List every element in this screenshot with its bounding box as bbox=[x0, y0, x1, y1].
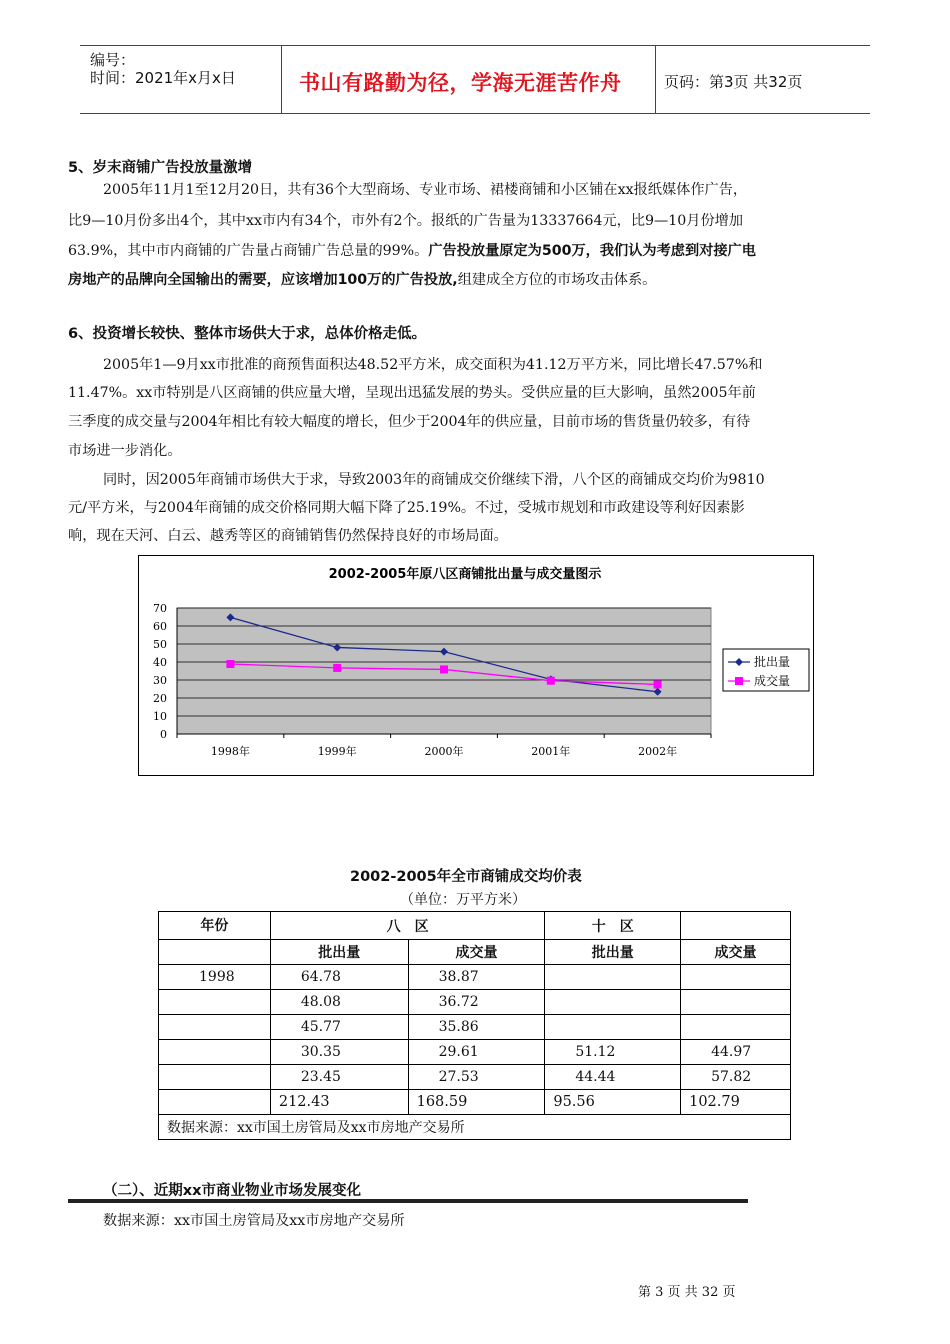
total-cell: 212.43 bbox=[270, 1090, 408, 1115]
y-tick-label: 60 bbox=[153, 620, 167, 633]
year-cell bbox=[159, 1015, 271, 1040]
section-heading: 5、岁末商铺广告投放量激增 bbox=[68, 160, 253, 176]
value-cell: 35.86 bbox=[408, 1015, 545, 1040]
y-tick-label: 20 bbox=[153, 692, 167, 705]
legend-label: 批出量 bbox=[754, 655, 791, 669]
paragraph-line: 三季度的成交量与2004年相比有较大幅度的增长，但少于2004年的供应量，目前市场的售货量仍较多，有待 bbox=[68, 414, 751, 430]
paragraph-text: 63.9%，其中市内商铺的广告量占商铺广告总量的99%。 bbox=[68, 243, 429, 259]
y-tick-label: 40 bbox=[153, 656, 167, 669]
table-row bbox=[159, 965, 791, 990]
value-cell: 29.61 bbox=[408, 1040, 545, 1065]
table-row bbox=[159, 1015, 791, 1040]
y-tick-label: 30 bbox=[153, 674, 167, 687]
y-tick-label: 70 bbox=[153, 602, 167, 615]
chart-title: 2002-2005年原八区商铺批出量与成交量图示 bbox=[328, 567, 602, 582]
value-cell bbox=[681, 1015, 791, 1040]
header-motto: 书山有路勤为径，学海无涯苦作舟 bbox=[299, 71, 622, 95]
total-cell: 168.59 bbox=[408, 1090, 545, 1115]
y-tick-label: 0 bbox=[160, 728, 167, 741]
header-number-label: 编号： bbox=[90, 51, 136, 69]
legend-label: 成交量 bbox=[754, 674, 791, 688]
header-group-eight: 八 区 bbox=[270, 912, 545, 940]
header-empty bbox=[681, 912, 791, 940]
table-row bbox=[159, 990, 791, 1015]
paragraph-line: 2005年1—9月xx市批准的商预售面积达48.52平方米，成交面积为41.12万平方米，同比增长47.57%和 bbox=[103, 357, 763, 373]
data-point bbox=[440, 665, 448, 673]
subheader-cell: 成交量 bbox=[681, 940, 791, 965]
table-subheader-row bbox=[159, 940, 791, 965]
header-bottom-rule bbox=[80, 113, 870, 114]
value-cell bbox=[681, 990, 791, 1015]
paragraph-line bbox=[68, 236, 756, 267]
subheader-cell: 成交量 bbox=[408, 940, 545, 965]
paragraph-text: 组建成全方位的市场攻击体系。 bbox=[457, 272, 657, 288]
value-cell: 23.45 bbox=[270, 1065, 408, 1090]
paragraph-line: 11.47%。xx市特别是八区商铺的供应量大增，呈现出迅猛发展的势头。受供应量的巨大影响，虽然2005年前 bbox=[68, 385, 756, 401]
year-cell: 1998 bbox=[159, 965, 271, 990]
value-cell: 44.97 bbox=[681, 1040, 791, 1065]
section-rule bbox=[68, 1199, 748, 1203]
header-year-cont bbox=[159, 940, 271, 965]
x-tick-label: 1999年 bbox=[317, 745, 357, 758]
y-tick-label: 50 bbox=[153, 638, 167, 651]
value-cell: 48.08 bbox=[270, 990, 408, 1015]
value-cell: 64.78 bbox=[270, 965, 408, 990]
header-group-ten: 十 区 bbox=[545, 912, 681, 940]
table-unit: （单位：万平方米） bbox=[400, 892, 526, 908]
value-cell: 57.82 bbox=[681, 1065, 791, 1090]
header-divider bbox=[655, 46, 656, 114]
paragraph-line: 比9—10月份多出4个，其中xx市内有34个，市外有2个。报纸的广告量为13337664元，比9—10月份增加 bbox=[68, 213, 744, 229]
year-cell bbox=[159, 1065, 271, 1090]
subheader-cell: 批出量 bbox=[545, 940, 681, 965]
table-source-row bbox=[159, 1115, 791, 1140]
table-row bbox=[159, 1065, 791, 1090]
emphasis-text: 广告投放量原定为500万，我们认为考虑到对接广电 bbox=[428, 243, 756, 259]
subheader-cell: 批出量 bbox=[270, 940, 408, 965]
total-label-cell bbox=[159, 1090, 271, 1115]
table-row bbox=[159, 1040, 791, 1065]
x-tick-label: 2001年 bbox=[531, 745, 571, 758]
emphasis-text: 房地产的品牌向全国输出的需要，应该增加100万的广告投放, bbox=[68, 272, 458, 288]
value-cell: 36.72 bbox=[408, 990, 545, 1015]
paragraph-line bbox=[68, 265, 656, 296]
total-cell: 95.56 bbox=[545, 1090, 681, 1115]
header-top-rule bbox=[80, 45, 870, 46]
data-table bbox=[158, 911, 791, 1140]
value-cell: 44.44 bbox=[545, 1065, 681, 1090]
line-chart bbox=[138, 555, 814, 776]
value-cell bbox=[545, 965, 681, 990]
header-year: 年份 bbox=[159, 912, 271, 940]
value-cell bbox=[681, 965, 791, 990]
source-note: 数据来源：xx市国土房管局及xx市房地产交易所 bbox=[103, 1213, 405, 1229]
table-total-row bbox=[159, 1090, 791, 1115]
value-cell bbox=[545, 1015, 681, 1040]
x-tick-label: 1998年 bbox=[210, 745, 250, 758]
legend-marker-traded bbox=[735, 677, 743, 685]
section-heading: （二）、近期xx市商业物业市场发展变化 bbox=[103, 1183, 361, 1199]
section-heading: 6、投资增长较快、整体市场供大于求，总体价格走低。 bbox=[68, 326, 427, 342]
page-footer: 第 3 页 共 32 页 bbox=[638, 1285, 736, 1300]
paragraph-line: 同时，因2005年商铺市场供大于求，导致2003年的商铺成交价继续下滑，八个区的商铺成交均价为9810 bbox=[103, 472, 765, 488]
data-point bbox=[333, 664, 341, 672]
paragraph-line: 2005年11月1至12月20日，共有36个大型商场、专业市场、裙楼商铺和小区铺在xx报纸媒体作广告， bbox=[103, 182, 748, 198]
y-tick-label: 10 bbox=[153, 710, 167, 723]
x-tick-label: 2000年 bbox=[424, 745, 464, 758]
total-cell: 102.79 bbox=[681, 1090, 791, 1115]
data-point bbox=[547, 677, 555, 685]
table-title: 2002-2005年全市商铺成交均价表 bbox=[350, 869, 582, 885]
chart-canvas bbox=[139, 556, 813, 775]
data-point bbox=[226, 660, 234, 668]
header-page-info: 页码：第3页 共32页 bbox=[664, 73, 803, 91]
value-cell: 27.53 bbox=[408, 1065, 545, 1090]
table-header-row bbox=[159, 912, 791, 940]
header-time-label: 时间：2021年x月x日 bbox=[90, 69, 236, 87]
year-cell bbox=[159, 1040, 271, 1065]
paragraph-line: 元/平方米，与2004年商铺的成交价格同期大幅下降了25.19%。不过，受城市规划和市政建设等利好因素影 bbox=[68, 500, 745, 516]
year-cell bbox=[159, 990, 271, 1015]
paragraph-line: 响，现在天河、白云、越秀等区的商铺销售仍然保持良好的市场局面。 bbox=[68, 528, 508, 544]
x-tick-label: 2002年 bbox=[638, 745, 678, 758]
table-source: 数据来源：xx市国土房管局及xx市房地产交易所 bbox=[159, 1115, 791, 1140]
value-cell bbox=[545, 990, 681, 1015]
value-cell: 45.77 bbox=[270, 1015, 408, 1040]
paragraph-line: 市场进一步消化。 bbox=[68, 443, 182, 459]
value-cell: 51.12 bbox=[545, 1040, 681, 1065]
value-cell: 38.87 bbox=[408, 965, 545, 990]
header-divider bbox=[281, 46, 282, 114]
data-point bbox=[654, 680, 662, 688]
value-cell: 30.35 bbox=[270, 1040, 408, 1065]
